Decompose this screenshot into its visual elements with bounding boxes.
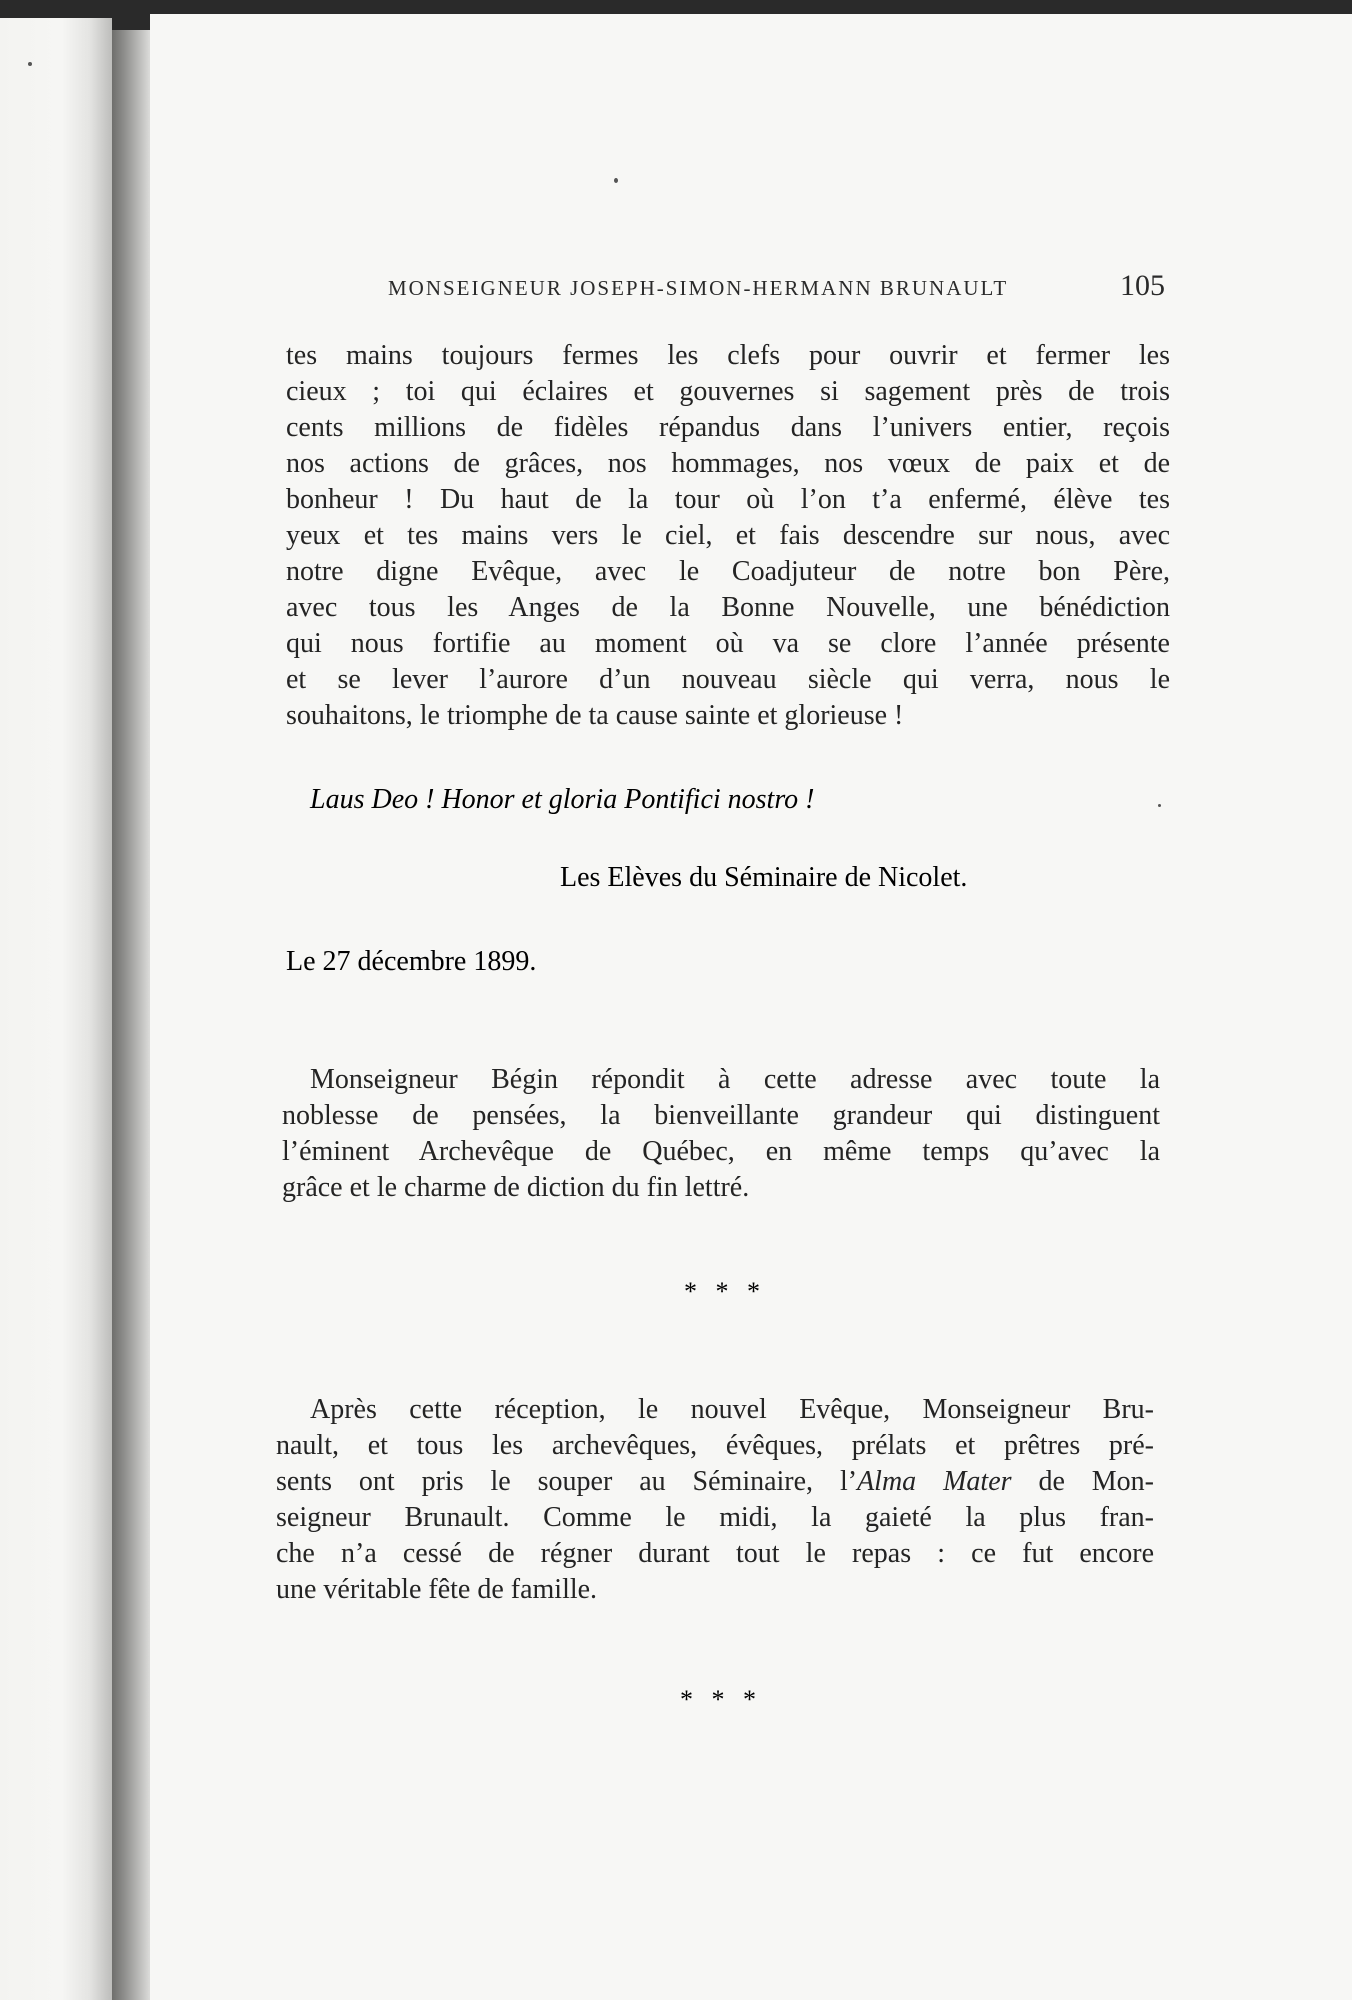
section-separator: * * * bbox=[684, 1277, 766, 1306]
section-separator: * * * bbox=[680, 1685, 762, 1714]
paragraph-begin-reply bbox=[282, 1062, 1160, 1206]
text-line: avec tous les Anges de la Bonne Nouvelle, une bénédiction bbox=[286, 592, 1170, 623]
text-line: une véritable fête de famille. bbox=[276, 1574, 598, 1605]
text-line: l’éminent Archevêque de Québec, en même temps qu’avec la bbox=[282, 1136, 1160, 1167]
scan-speck bbox=[28, 62, 32, 66]
text-line: nos actions de grâces, nos hommages, nos vœux de paix et de bbox=[286, 448, 1170, 479]
text-line: yeux et tes mains vers le ciel, et fais descendre sur nous, avec bbox=[286, 520, 1170, 551]
paragraph-address-closing bbox=[286, 338, 1170, 734]
text-line: seigneur Brunault. Comme le midi, la gaieté la plus fran- bbox=[276, 1502, 1154, 1533]
text-line: cieux ; toi qui éclaires et gouvernes si sagement près de trois bbox=[286, 376, 1170, 407]
text-line: souhaitons, le triomphe de ta cause sainte et glorieuse ! bbox=[286, 700, 904, 731]
text-line: bonheur ! Du haut de la tour où l’on t’a enfermé, élève tes bbox=[286, 484, 1170, 515]
text-line: che n’a cessé de régner durant tout le repas : ce fut encore bbox=[276, 1538, 1154, 1569]
book-gutter bbox=[112, 30, 150, 2000]
text-line: cents millions de fidèles répandus dans l’univers entier, reçois bbox=[286, 412, 1170, 443]
text-line: nault, et tous les archevêques, évêques, prélats et prêtres pré- bbox=[276, 1430, 1154, 1461]
latin-motto: Laus Deo ! Honor et gloria Pontifici nostro ! bbox=[310, 784, 815, 815]
scan-speck bbox=[1158, 804, 1161, 807]
page-number: 105 bbox=[1120, 269, 1165, 302]
text-line: et se lever l’aurore d’un nouveau siècle qui verra, nous le bbox=[286, 664, 1170, 695]
text-line: noblesse de pensées, la bienveillante grandeur qui distinguent bbox=[282, 1100, 1160, 1131]
text-line: qui nous fortifie au moment où va se clore l’année présente bbox=[286, 628, 1170, 659]
scan-speck bbox=[614, 178, 618, 183]
running-head: MONSEIGNEUR JOSEPH-SIMON-HERMANN BRUNAULT bbox=[388, 276, 1009, 300]
signature-line: Les Elèves du Séminaire de Nicolet. bbox=[560, 862, 968, 893]
text-line: tes mains toujours fermes les clefs pour ouvrir et fermer les bbox=[286, 340, 1170, 371]
text-line: grâce et le charme de diction du fin lettré. bbox=[282, 1172, 750, 1203]
date-line: Le 27 décembre 1899. bbox=[286, 946, 537, 977]
text-segment: de Mon- bbox=[1011, 1466, 1155, 1497]
italic-phrase: Alma Mater bbox=[857, 1466, 1012, 1497]
text-segment: sents ont pris le souper au Séminaire, l’ bbox=[276, 1466, 858, 1497]
text-line: notre digne Evêque, avec le Coadjuteur de notre bon Père, bbox=[286, 556, 1170, 587]
paragraph-supper bbox=[276, 1392, 1154, 1608]
text-line: Monseigneur Bégin répondit à cette adresse avec toute la bbox=[310, 1064, 1160, 1095]
text-line bbox=[276, 1464, 1154, 1500]
text-line: Après cette réception, le nouvel Evêque, Monseigneur Bru- bbox=[310, 1394, 1154, 1425]
facing-page-edge bbox=[0, 18, 112, 2000]
